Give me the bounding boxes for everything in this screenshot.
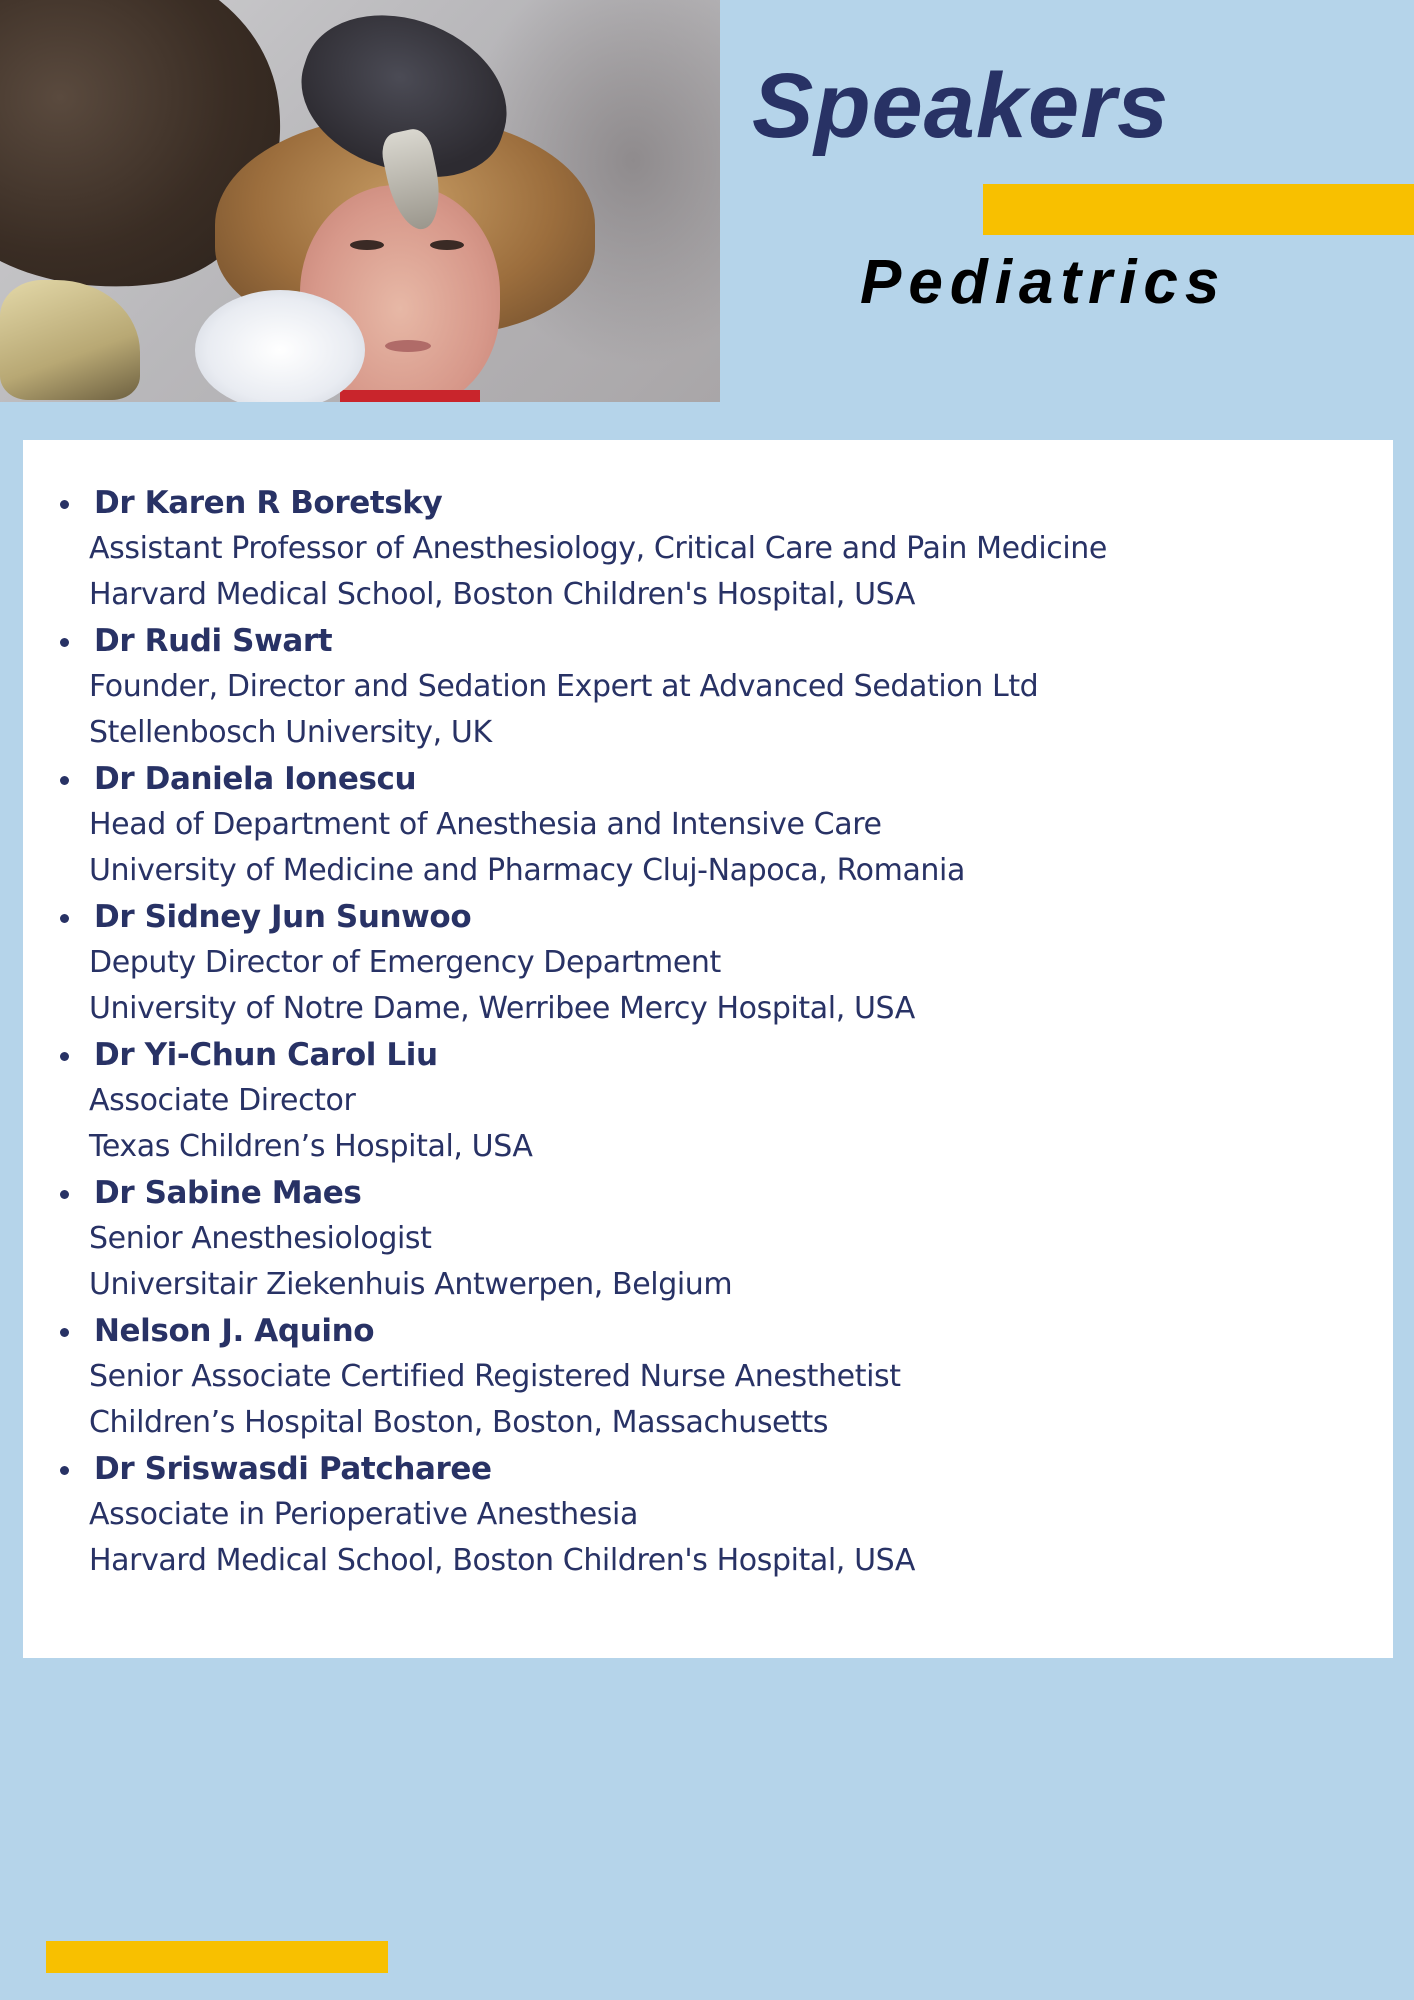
speaker-role: Assistant Professor of Anesthesiology, Critical Care and Pain Medicine [89,531,1107,566]
speaker-item [23,618,1107,756]
speaker-item [23,480,1107,618]
eagle-talon-shape [0,280,140,400]
accent-bar-top [983,184,1414,235]
speaker-name: Dr Sabine Maes [94,1175,362,1211]
right-eye-shape [430,240,464,250]
header-photo [0,0,720,402]
speaker-item [23,1170,1107,1308]
speaker-role: Deputy Director of Emergency Department [89,945,721,980]
accent-bar-bottom [46,1941,388,1973]
speaker-affiliation: University of Medicine and Pharmacy Cluj-Napoca, Romania [89,853,965,888]
speaker-role: Senior Associate Certified Registered Nurse Anesthetist [89,1359,901,1394]
speaker-name: Dr Yi-Chun Carol Liu [94,1037,438,1073]
bullet-icon [60,638,69,647]
speaker-role: Senior Anesthesiologist [89,1221,432,1256]
speaker-name: Dr Sriswasdi Patcharee [94,1451,492,1487]
speaker-affiliation: Harvard Medical School, Boston Children's Hospital, USA [89,577,915,612]
speaker-name: Dr Rudi Swart [94,623,333,659]
bullet-icon [60,500,69,509]
speaker-affiliation: University of Notre Dame, Werribee Mercy Hospital, USA [89,991,915,1026]
bullet-icon [60,1190,69,1199]
speaker-name: Dr Karen R Boretsky [94,485,443,521]
speakers-panel [23,440,1393,1658]
white-glove-shape [195,290,365,402]
speaker-name: Dr Daniela Ionescu [94,761,417,797]
speaker-item [23,1032,1107,1170]
speaker-item [23,1446,1107,1584]
speaker-affiliation: Stellenbosch University, UK [89,715,492,750]
speaker-affiliation: Harvard Medical School, Boston Children's Hospital, USA [89,1543,915,1578]
speaker-name: Dr Sidney Jun Sunwoo [94,899,472,935]
bullet-icon [60,1466,69,1475]
speaker-item [23,1308,1107,1446]
speaker-affiliation: Children’s Hospital Boston, Boston, Massachusetts [89,1405,829,1440]
page-subtitle: Pediatrics [860,248,1227,317]
bullet-icon [60,1328,69,1337]
red-collar-shape [340,390,480,402]
left-eye-shape [350,240,384,250]
speaker-name: Nelson J. Aquino [94,1313,375,1349]
speaker-role: Associate in Perioperative Anesthesia [89,1497,638,1532]
speaker-item [23,756,1107,894]
bullet-icon [60,914,69,923]
bullet-icon [60,1052,69,1061]
bullet-icon [60,776,69,785]
speaker-role: Associate Director [89,1083,356,1118]
speaker-affiliation: Universitair Ziekenhuis Antwerpen, Belgium [89,1267,733,1302]
speaker-role: Head of Department of Anesthesia and Intensive Care [89,807,882,842]
speaker-item [23,894,1107,1032]
lips-shape [385,340,431,352]
speaker-list [23,480,1107,1584]
speaker-role: Founder, Director and Sedation Expert at Advanced Sedation Ltd [89,669,1039,704]
page-title: Speakers [752,55,1170,157]
speaker-affiliation: Texas Children’s Hospital, USA [89,1129,533,1164]
